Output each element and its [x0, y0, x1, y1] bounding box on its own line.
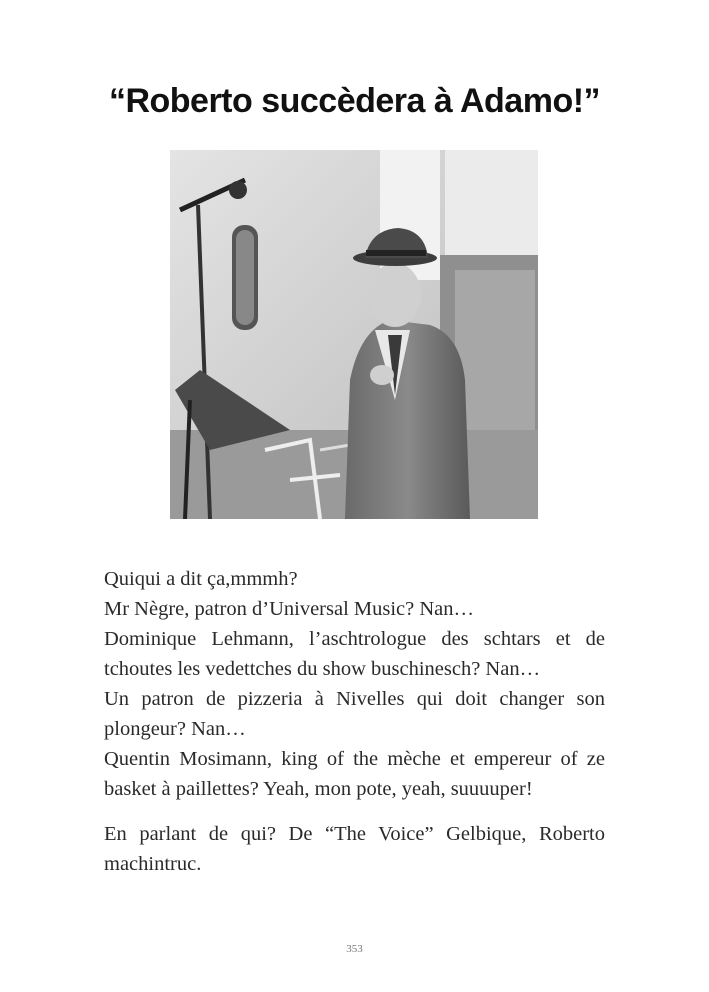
body-text — [104, 564, 605, 879]
page-number: 353 — [346, 943, 363, 955]
text-line: Mr Nègre, patron d’Universal Music? Nan… — [104, 598, 475, 620]
paragraph: En parlant de qui? De “The Voice” Gelbique, Roberto machintruc. — [104, 823, 605, 875]
text-line: Quiqui a dit ça,mmmh? — [104, 568, 298, 590]
page-title: “Roberto succèdera à Adamo!” — [108, 82, 601, 120]
text-line: Dominique Lehmann, l’aschtrologue des schtars et de tchoutes les vedettches du show buschinesch? Nan… — [104, 628, 605, 680]
text-line: Un patron de pizzeria à Nivelles qui doit changer son plongeur? Nan… — [104, 688, 605, 740]
paragraph — [104, 564, 605, 804]
text-line: Quentin Mosimann, king of the mèche et empereur of ze basket à paillettes? Yeah, mon pote, yeah, suuuuper! — [104, 748, 605, 800]
photo-singer-at-microphone — [170, 150, 538, 519]
